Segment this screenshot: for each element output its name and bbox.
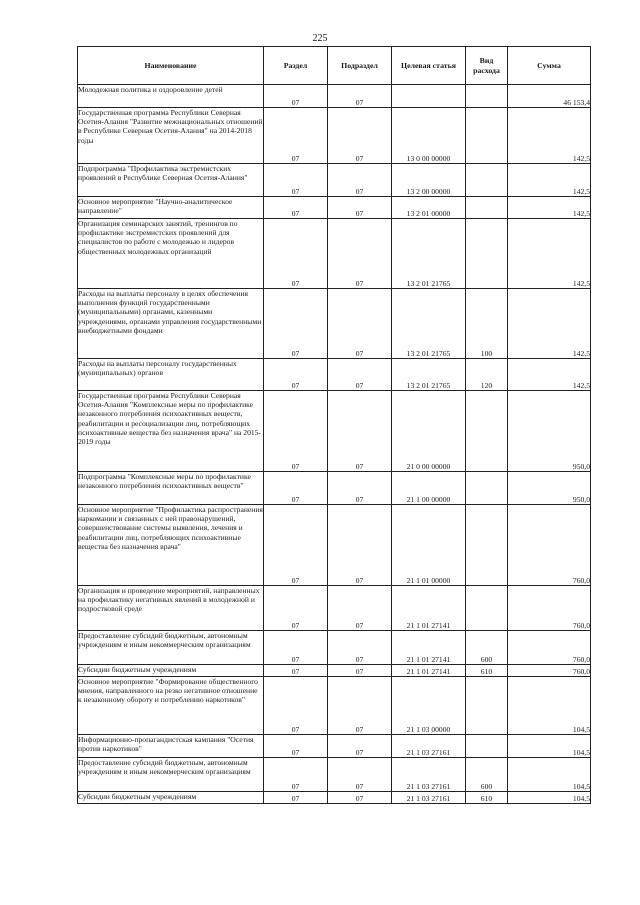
- cell-razdel: 07: [264, 472, 328, 505]
- header-podrazdel: Подраздел: [328, 47, 392, 85]
- cell-vid: [466, 108, 508, 164]
- cell-summa: 142,5: [508, 219, 591, 289]
- cell-vid: [466, 197, 508, 219]
- cell-summa: 104,5: [508, 792, 591, 804]
- cell-razdel: 07: [264, 677, 328, 735]
- cell-podrazdel: 07: [328, 197, 392, 219]
- cell-celevaya: 21 1 01 27141: [392, 631, 466, 665]
- cell-name: Государственная программа Республики Северная Осетия-Алания "Комплексные меры по профилактике незаконного потребления психоактивных веществ, реабилитации и ресоциализации лиц, потребляющих психоактивные вещества без назначения врача" на 2015-2019 годы: [78, 391, 264, 472]
- cell-celevaya: 21 1 03 00000: [392, 677, 466, 735]
- table-row: [78, 586, 591, 631]
- cell-name: Предоставление субсидий бюджетным, автономным учреждениям и иным некоммерческим организациям: [78, 631, 264, 665]
- cell-celevaya: 21 1 03 27161: [392, 735, 466, 758]
- cell-vid: [466, 164, 508, 197]
- cell-razdel: 07: [264, 289, 328, 359]
- cell-razdel: 07: [264, 164, 328, 197]
- cell-name: Подпрограмма "Профилактика экстремистских проявлений в Республике Северная Осетия-Алания": [78, 164, 264, 197]
- cell-razdel: 07: [264, 735, 328, 758]
- table-row: [78, 359, 591, 391]
- header-name: Наименование: [78, 47, 264, 85]
- cell-vid: 610: [466, 665, 508, 677]
- cell-podrazdel: 07: [328, 586, 392, 631]
- cell-razdel: 07: [264, 108, 328, 164]
- cell-podrazdel: 07: [328, 735, 392, 758]
- cell-podrazdel: 07: [328, 359, 392, 391]
- cell-podrazdel: 07: [328, 391, 392, 472]
- table-row: [78, 164, 591, 197]
- cell-podrazdel: 07: [328, 164, 392, 197]
- cell-vid: 120: [466, 359, 508, 391]
- cell-vid: [466, 677, 508, 735]
- cell-podrazdel: 07: [328, 472, 392, 505]
- table-row: [78, 735, 591, 758]
- table-row: [78, 505, 591, 586]
- cell-name: Организация семинарских занятий, тренингов по профилактике экстремистских проявлений для специалистов по работе с молодежью и лидеров общественных молодежных организаций: [78, 219, 264, 289]
- cell-podrazdel: 07: [328, 758, 392, 792]
- cell-celevaya: 13 2 01 21765: [392, 359, 466, 391]
- cell-celevaya: 21 1 01 27141: [392, 665, 466, 677]
- cell-summa: 142,5: [508, 359, 591, 391]
- cell-podrazdel: 07: [328, 289, 392, 359]
- cell-celevaya: [392, 85, 466, 108]
- table-row: [78, 792, 591, 804]
- table-header-row: [78, 47, 591, 85]
- cell-summa: 760,0: [508, 665, 591, 677]
- table-row: [78, 677, 591, 735]
- header-razdel: Раздел: [264, 47, 328, 85]
- cell-summa: 950,0: [508, 391, 591, 472]
- cell-name: Основное мероприятие "Формирование общественного мнения, направленного на резко негативное отношение к незаконному обороту и потреблению наркотиков": [78, 677, 264, 735]
- cell-celevaya: 21 1 00 00000: [392, 472, 466, 505]
- cell-celevaya: 13 2 01 00000: [392, 197, 466, 219]
- cell-name: Основное мероприятие "Профилактика распространения наркомании и связанных с ней правонарушений, совершенствование системы выявления, лечения и реабилитации лиц, потребляющих психоактивные вещества без назначения врача": [78, 505, 264, 586]
- cell-razdel: 07: [264, 359, 328, 391]
- cell-celevaya: 21 0 00 00000: [392, 391, 466, 472]
- table-row: [78, 631, 591, 665]
- cell-razdel: 07: [264, 792, 328, 804]
- cell-vid: 100: [466, 289, 508, 359]
- cell-razdel: 07: [264, 758, 328, 792]
- cell-summa: 760,0: [508, 505, 591, 586]
- cell-vid: 610: [466, 792, 508, 804]
- cell-summa: 142,5: [508, 289, 591, 359]
- cell-razdel: 07: [264, 586, 328, 631]
- cell-podrazdel: 07: [328, 108, 392, 164]
- cell-podrazdel: 07: [328, 792, 392, 804]
- cell-podrazdel: 07: [328, 85, 392, 108]
- cell-name: Организация и проведение мероприятий, направленных на профилактику негативных явлений в молодежной и подростковой среде: [78, 586, 264, 631]
- cell-celevaya: 13 2 01 21765: [392, 289, 466, 359]
- cell-summa: 950,0: [508, 472, 591, 505]
- cell-vid: [466, 472, 508, 505]
- cell-vid: [466, 219, 508, 289]
- cell-name: Субсидии бюджетным учреждениям: [78, 792, 264, 804]
- cell-summa: 760,0: [508, 586, 591, 631]
- cell-name: Государственная программа Республики Северная Осетия-Алания "Развитие межнациональных отношений в Республике Северная Осетия-Алания" на 2014-2018 годы: [78, 108, 264, 164]
- cell-summa: 104,5: [508, 735, 591, 758]
- cell-celevaya: 13 0 00 00000: [392, 108, 466, 164]
- cell-podrazdel: 07: [328, 677, 392, 735]
- table-row: [78, 289, 591, 359]
- table-row: [78, 472, 591, 505]
- cell-celevaya: 21 1 01 00000: [392, 505, 466, 586]
- cell-razdel: 07: [264, 665, 328, 677]
- cell-name: Информационно-пропагандистская кампания "Осетия против наркотиков": [78, 735, 264, 758]
- cell-name: Расходы на выплаты персоналу в целях обеспечения выполнения функций государственными (муниципальными) органами, казенными учреждениями, органами управления государственными внебюджетными фондами: [78, 289, 264, 359]
- cell-name: Подпрограмма "Комплексные меры по профилактике незаконного потребления психоактивных веществ": [78, 472, 264, 505]
- cell-celevaya: 13 2 01 21765: [392, 219, 466, 289]
- budget-table: [77, 46, 591, 804]
- header-celevaya: Целевая статья: [392, 47, 466, 85]
- cell-celevaya: 21 1 03 27161: [392, 758, 466, 792]
- cell-summa: 46 153,4: [508, 85, 591, 108]
- cell-name: Молодежная политика и оздоровление детей: [78, 85, 264, 108]
- cell-podrazdel: 07: [328, 505, 392, 586]
- header-vid: Вид расхода: [466, 47, 508, 85]
- cell-razdel: 07: [264, 391, 328, 472]
- table-row: [78, 219, 591, 289]
- cell-razdel: 07: [264, 197, 328, 219]
- cell-vid: [466, 391, 508, 472]
- cell-summa: 760,0: [508, 631, 591, 665]
- table-row: [78, 758, 591, 792]
- cell-vid: 600: [466, 631, 508, 665]
- cell-razdel: 07: [264, 505, 328, 586]
- cell-summa: 104,5: [508, 758, 591, 792]
- cell-celevaya: 21 1 01 27141: [392, 586, 466, 631]
- cell-summa: 142,5: [508, 197, 591, 219]
- cell-summa: 142,5: [508, 108, 591, 164]
- table-row: [78, 197, 591, 219]
- table-row: [78, 85, 591, 108]
- cell-vid: [466, 505, 508, 586]
- cell-vid: [466, 735, 508, 758]
- cell-summa: 104,5: [508, 677, 591, 735]
- cell-razdel: 07: [264, 219, 328, 289]
- cell-vid: [466, 85, 508, 108]
- cell-celevaya: 13 2 00 00000: [392, 164, 466, 197]
- cell-podrazdel: 07: [328, 219, 392, 289]
- cell-podrazdel: 07: [328, 665, 392, 677]
- cell-podrazdel: 07: [328, 631, 392, 665]
- cell-summa: 142,5: [508, 164, 591, 197]
- table-row: [78, 665, 591, 677]
- cell-vid: 600: [466, 758, 508, 792]
- table-row: [78, 391, 591, 472]
- cell-name: Субсидии бюджетным учреждениям: [78, 665, 264, 677]
- cell-razdel: 07: [264, 85, 328, 108]
- cell-name: Расходы на выплаты персоналу государственных (муниципальных) органов: [78, 359, 264, 391]
- cell-vid: [466, 586, 508, 631]
- cell-razdel: 07: [264, 631, 328, 665]
- page-number: 225: [312, 33, 328, 44]
- cell-name: Основное мероприятие "Научно-аналитическое направление": [78, 197, 264, 219]
- cell-name: Предоставление субсидий бюджетным, автономным учреждениям и иным некоммерческим организациям: [78, 758, 264, 792]
- header-summa: Сумма: [508, 47, 591, 85]
- cell-celevaya: 21 1 03 27161: [392, 792, 466, 804]
- table-row: [78, 108, 591, 164]
